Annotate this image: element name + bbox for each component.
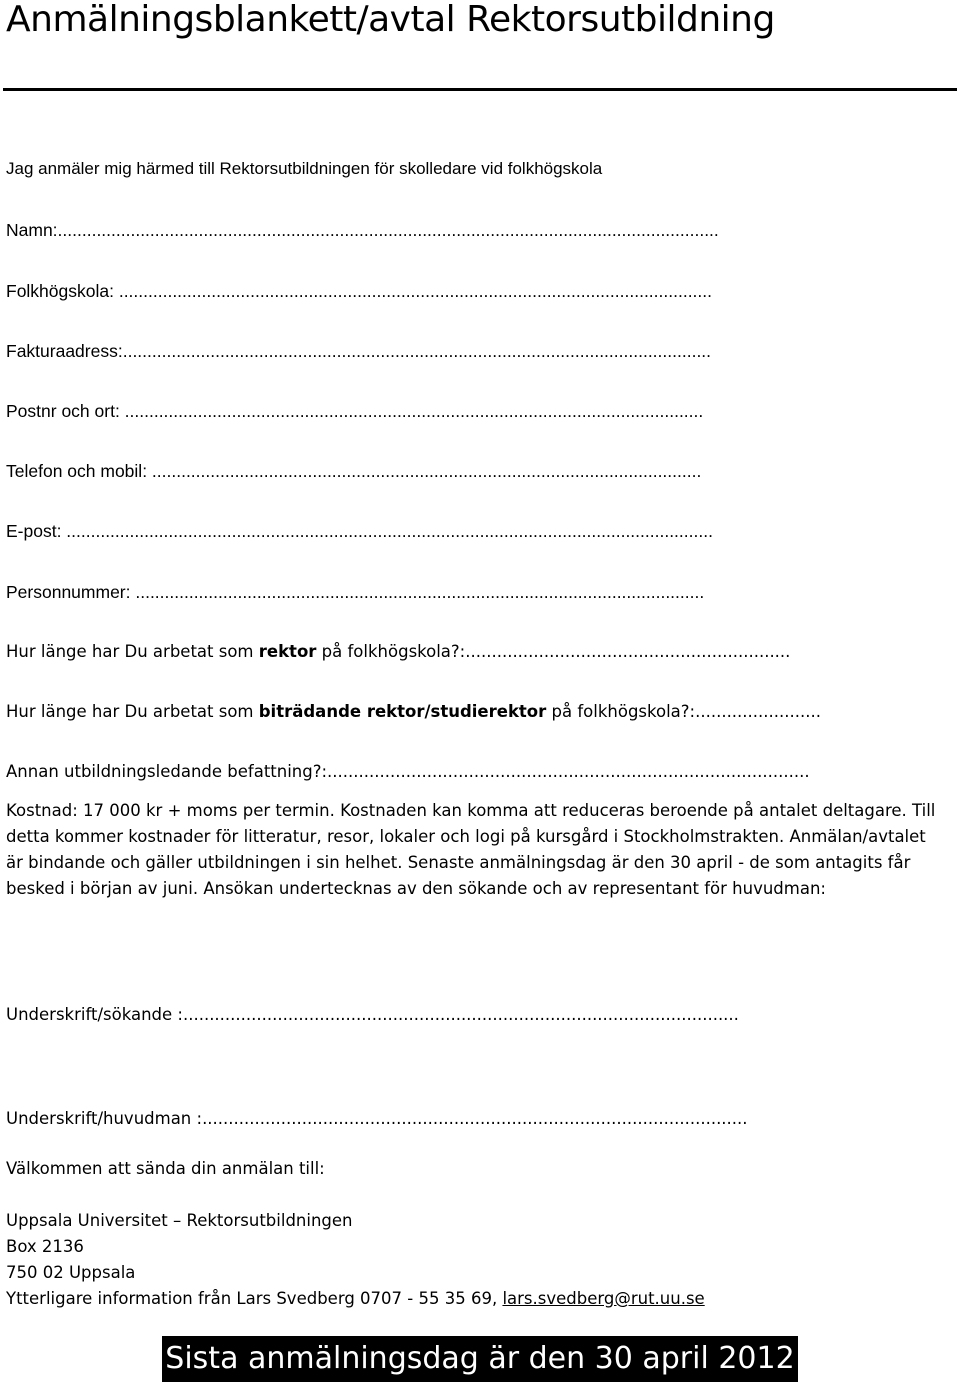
send-to-heading: Välkommen att sända din anmälan till:	[6, 1159, 325, 1178]
question-bitr-pre: Hur länge har Du arbetat som	[6, 702, 259, 721]
field-epost[interactable]: E-post: .....................................................................................................................................	[6, 521, 713, 541]
question-rektor-post: på folkhögskola?:..............................................................	[316, 642, 791, 661]
field-postnr-ort[interactable]: Postnr och ort: .......................................................................................................................	[6, 401, 704, 421]
intro-text: Jag anmäler mig härmed till Rektorsutbildningen för skolledare vid folkhögskola	[6, 159, 603, 178]
question-rektor[interactable]	[6, 641, 790, 663]
title-divider	[3, 88, 957, 91]
page-title: Anmälningsblankett/avtal Rektorsutbildning	[6, 0, 775, 40]
cost-paragraph: Kostnad: 17 000 kr + moms per termin. Kostnaden kan komma att reduceras beroende på antalet deltagare. Till detta kommer kostnader för litteratur, resor, lokaler och logi på kursgård i Stockholmstrakten. Anmälan/avtalet är bindande och gäller utbildningen i sin helhet. Senaste anmälningsdag är den 30 april - de som antagits får besked i början av juni. Ansökan undertecknas av den sökande och av representant för huvudman:	[6, 801, 936, 898]
field-personnummer[interactable]: Personnummer: .....................................................................................................................	[6, 582, 705, 602]
contact-info	[6, 1288, 705, 1310]
address-line-1: Uppsala Universitet – Rektorsutbildningen	[6, 1211, 353, 1230]
field-fakturaadress[interactable]: Fakturaadress:.........................................................................................................................	[6, 341, 712, 361]
field-namn[interactable]: Namn:........................................................................................................................................	[6, 220, 719, 240]
field-folkhogskola[interactable]: Folkhögskola: ..........................................................................................................................	[6, 281, 713, 301]
contact-info-text: Ytterligare information från Lars Svedberg 0707 - 55 35 69,	[6, 1289, 503, 1308]
address-line-2: Box 2136	[6, 1237, 84, 1256]
signature-sokande[interactable]: Underskrift/sökande :..........................................................................................................	[6, 1005, 739, 1024]
question-bitradande[interactable]	[6, 701, 821, 723]
deadline-banner: Sista anmälningsdag är den 30 april 2012	[162, 1336, 798, 1382]
field-telefon[interactable]: Telefon och mobil: .................................................................................................................	[6, 461, 702, 481]
question-annan[interactable]: Annan utbildningsledande befattning?:............................................................................................	[6, 762, 810, 781]
question-bitr-bold: biträdande rektor/studierektor	[258, 702, 547, 721]
question-rektor-pre: Hur länge har Du arbetat som	[6, 642, 259, 661]
contact-email-link[interactable]: lars.svedberg@rut.uu.se	[502, 1289, 705, 1308]
question-rektor-bold: rektor	[258, 642, 317, 661]
signature-huvudman[interactable]: Underskrift/huvudman :........................................................................................................	[6, 1109, 748, 1128]
question-bitr-post: på folkhögskola?:........................	[546, 702, 821, 721]
address-line-3: 750 02 Uppsala	[6, 1263, 136, 1282]
